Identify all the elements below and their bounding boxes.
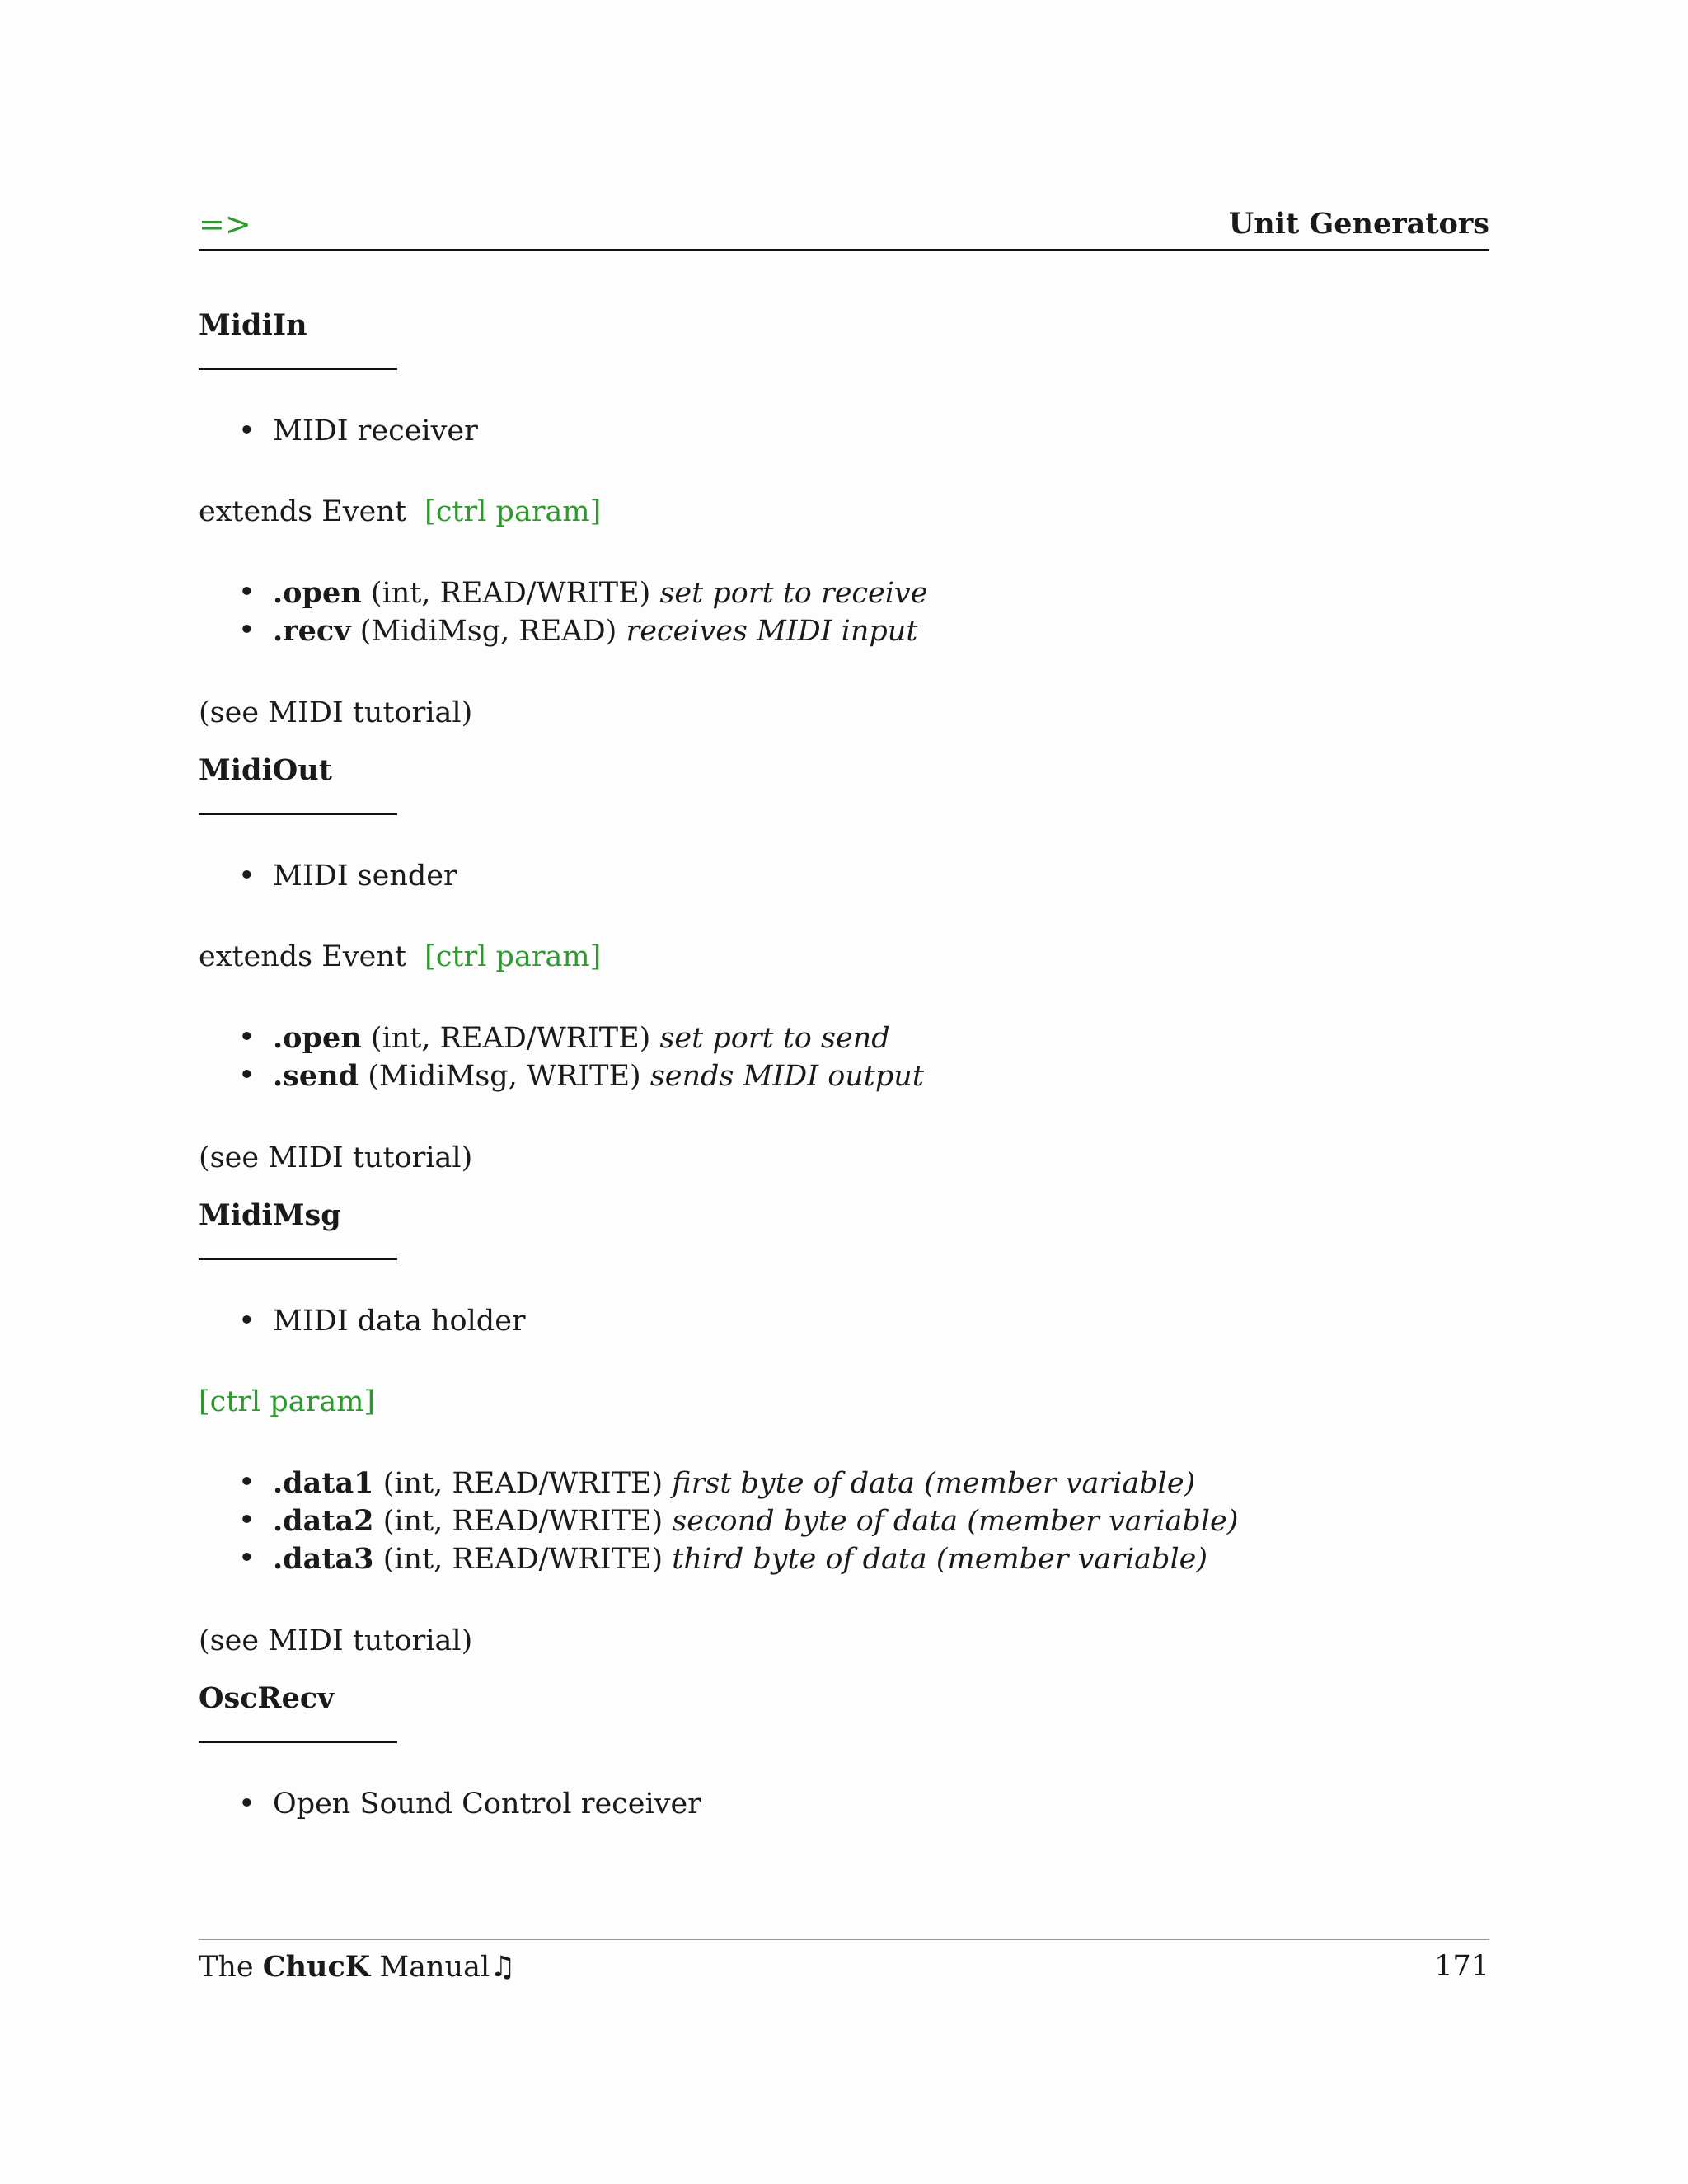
param-signature: (MidiMsg, WRITE)	[368, 1060, 641, 1093]
bullet-icon: •	[238, 576, 256, 609]
section-title-midiout: MidiOut	[199, 753, 332, 787]
running-header	[199, 208, 1489, 251]
description-list	[199, 1786, 1489, 1823]
param-description: sends MIDI output	[649, 1060, 924, 1093]
param-item	[238, 1502, 1489, 1540]
param-name: .open	[273, 1021, 362, 1055]
param-description: second byte of data (member variable)	[672, 1505, 1239, 1538]
description-list	[199, 858, 1489, 895]
param-signature: (int, READ/WRITE)	[382, 1467, 663, 1500]
param-description: receives MIDI input	[626, 615, 918, 648]
bullet-icon: •	[238, 1504, 256, 1537]
extends-line	[199, 939, 1489, 976]
param-item	[238, 574, 1489, 612]
section-oscrecv	[199, 1680, 1489, 1823]
description-text: MIDI receiver	[273, 415, 478, 448]
param-item	[238, 612, 1489, 650]
page-footer	[199, 1939, 1489, 1986]
list-item	[238, 858, 1489, 895]
section-midiin	[199, 307, 1489, 732]
param-item	[238, 1465, 1489, 1502]
param-description: set port to receive	[659, 577, 928, 610]
ctrl-param-link[interactable]: [ctrl param]	[424, 495, 602, 528]
param-signature: (MidiMsg, READ)	[359, 615, 617, 648]
param-signature: (int, READ/WRITE)	[382, 1543, 663, 1576]
param-item	[238, 1019, 1489, 1057]
bullet-icon: •	[238, 1466, 256, 1499]
section-midimsg	[199, 1197, 1489, 1660]
page-number: 171	[1434, 1950, 1489, 1983]
param-item	[238, 1057, 1489, 1095]
param-name: .open	[273, 576, 362, 610]
see-also: (see MIDI tutorial)	[199, 1141, 473, 1174]
param-signature: (int, READ/WRITE)	[382, 1505, 663, 1538]
bullet-icon: •	[238, 614, 256, 647]
param-list	[199, 1465, 1489, 1578]
list-item	[238, 1786, 1489, 1823]
section-title-midimsg: MidiMsg	[199, 1198, 341, 1232]
bullet-icon: •	[238, 1059, 256, 1092]
section-title-midiin: MidiIn	[199, 308, 307, 342]
param-item	[238, 1540, 1489, 1578]
bullet-icon: •	[238, 1021, 256, 1054]
page-content	[199, 307, 1489, 1823]
param-name: .send	[273, 1059, 359, 1093]
param-name: .data2	[273, 1504, 374, 1538]
param-list	[199, 1019, 1489, 1095]
see-also: (see MIDI tutorial)	[199, 1624, 473, 1657]
description-text: MIDI sender	[273, 860, 457, 893]
ctrl-param-link[interactable]: [ctrl param]	[424, 940, 602, 973]
param-description: third byte of data (member variable)	[672, 1543, 1208, 1576]
param-name: .data1	[273, 1466, 374, 1500]
chapter-title: Unit Generators	[1228, 207, 1489, 241]
footer-suffix: Manual♫	[370, 1951, 516, 1984]
footer-brand: ChucK	[262, 1950, 371, 1984]
bullet-icon: •	[238, 1542, 256, 1575]
param-description: set port to send	[659, 1022, 890, 1055]
param-signature: (int, READ/WRITE)	[370, 1022, 651, 1055]
list-item	[238, 1303, 1489, 1340]
description-text: Open Sound Control receiver	[273, 1788, 701, 1821]
extends-text: extends Event	[199, 940, 406, 973]
description-list	[199, 1303, 1489, 1340]
extends-line	[199, 1384, 1489, 1421]
extends-line	[199, 494, 1489, 531]
param-description: first byte of data (member variable)	[672, 1467, 1196, 1500]
bullet-icon: •	[238, 1305, 256, 1338]
bullet-icon: •	[238, 415, 256, 448]
param-signature: (int, READ/WRITE)	[370, 577, 651, 610]
footer-prefix: The	[199, 1951, 263, 1984]
list-item	[238, 413, 1489, 450]
section-title-oscrecv: OscRecv	[199, 1681, 335, 1715]
manual-page	[199, 0, 1489, 2184]
bullet-icon: •	[238, 1788, 256, 1821]
section-midiout	[199, 752, 1489, 1177]
extends-text: extends Event	[199, 495, 406, 528]
see-also: (see MIDI tutorial)	[199, 696, 473, 729]
footer-title	[199, 1948, 516, 1986]
description-list	[199, 413, 1489, 450]
chuck-operator-link[interactable]: =>	[199, 206, 251, 242]
param-name: .recv	[273, 614, 351, 648]
param-name: .data3	[273, 1542, 374, 1576]
param-list	[199, 574, 1489, 650]
description-text: MIDI data holder	[273, 1305, 526, 1338]
bullet-icon: •	[238, 860, 256, 893]
ctrl-param-link[interactable]: [ctrl param]	[199, 1385, 376, 1418]
